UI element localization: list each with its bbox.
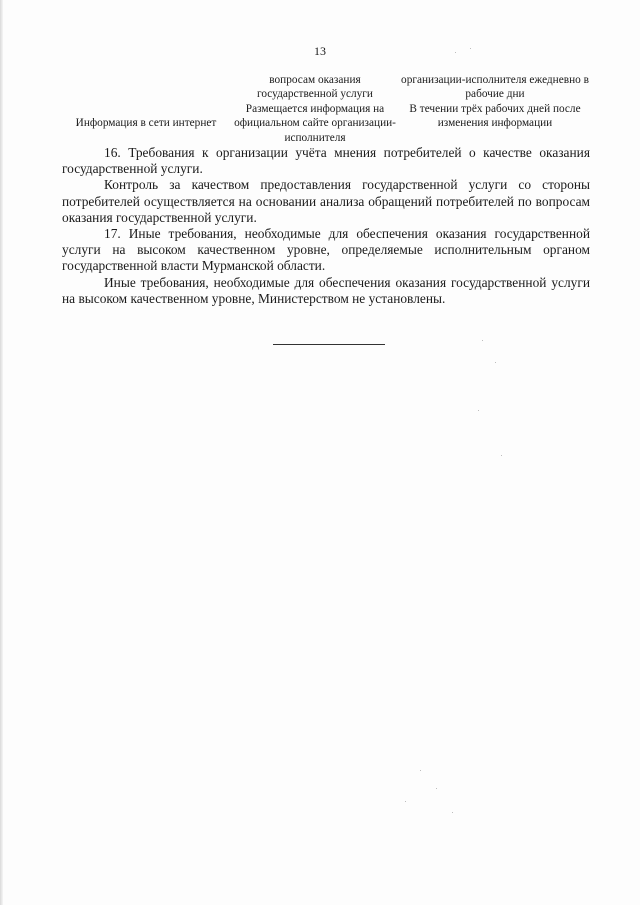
table-row — [62, 73, 590, 102]
document-body — [62, 145, 590, 307]
table-cell: Информация в сети интернет — [75, 116, 217, 129]
table-cell: вопросам оказания государственной услуги — [257, 74, 373, 101]
paragraph-other-requirements: Иные требования, необходимые для обеспечения оказания государственной услуги на высоком качественном уровне, Министерством не установлены. — [62, 274, 590, 306]
paragraph-16-heading: 16. Требования к организации учёта мнения потребителей о качестве оказания государственной услуги. — [62, 145, 590, 177]
services-table — [62, 73, 590, 145]
table-cell: В течении трёх рабочих дней после изменения информации — [409, 102, 581, 130]
table-cell — [62, 73, 230, 102]
paragraph-quality-control: Контроль за качеством предоставления государственной услуги со стороны потребителей осуществляется на основании анализа обращений потребителей по вопросам оказания государственной услуги. — [62, 177, 590, 225]
page-number: 13 — [314, 44, 326, 58]
scan-edge — [0, 0, 3, 905]
table-row — [62, 102, 590, 145]
table-cell: Размещается информация на официальном сайте организации-исполнителя — [234, 102, 396, 144]
closing-rule — [273, 344, 385, 345]
table-cell: организации-исполнителя ежедневно в рабочие дни — [401, 74, 589, 101]
paragraph-17-heading: 17. Иные требования, необходимые для обеспечения оказания государственной услуги на высоком качественном уровне, определяемые исполнительным органом государственной власти Мурманской области. — [62, 226, 590, 274]
